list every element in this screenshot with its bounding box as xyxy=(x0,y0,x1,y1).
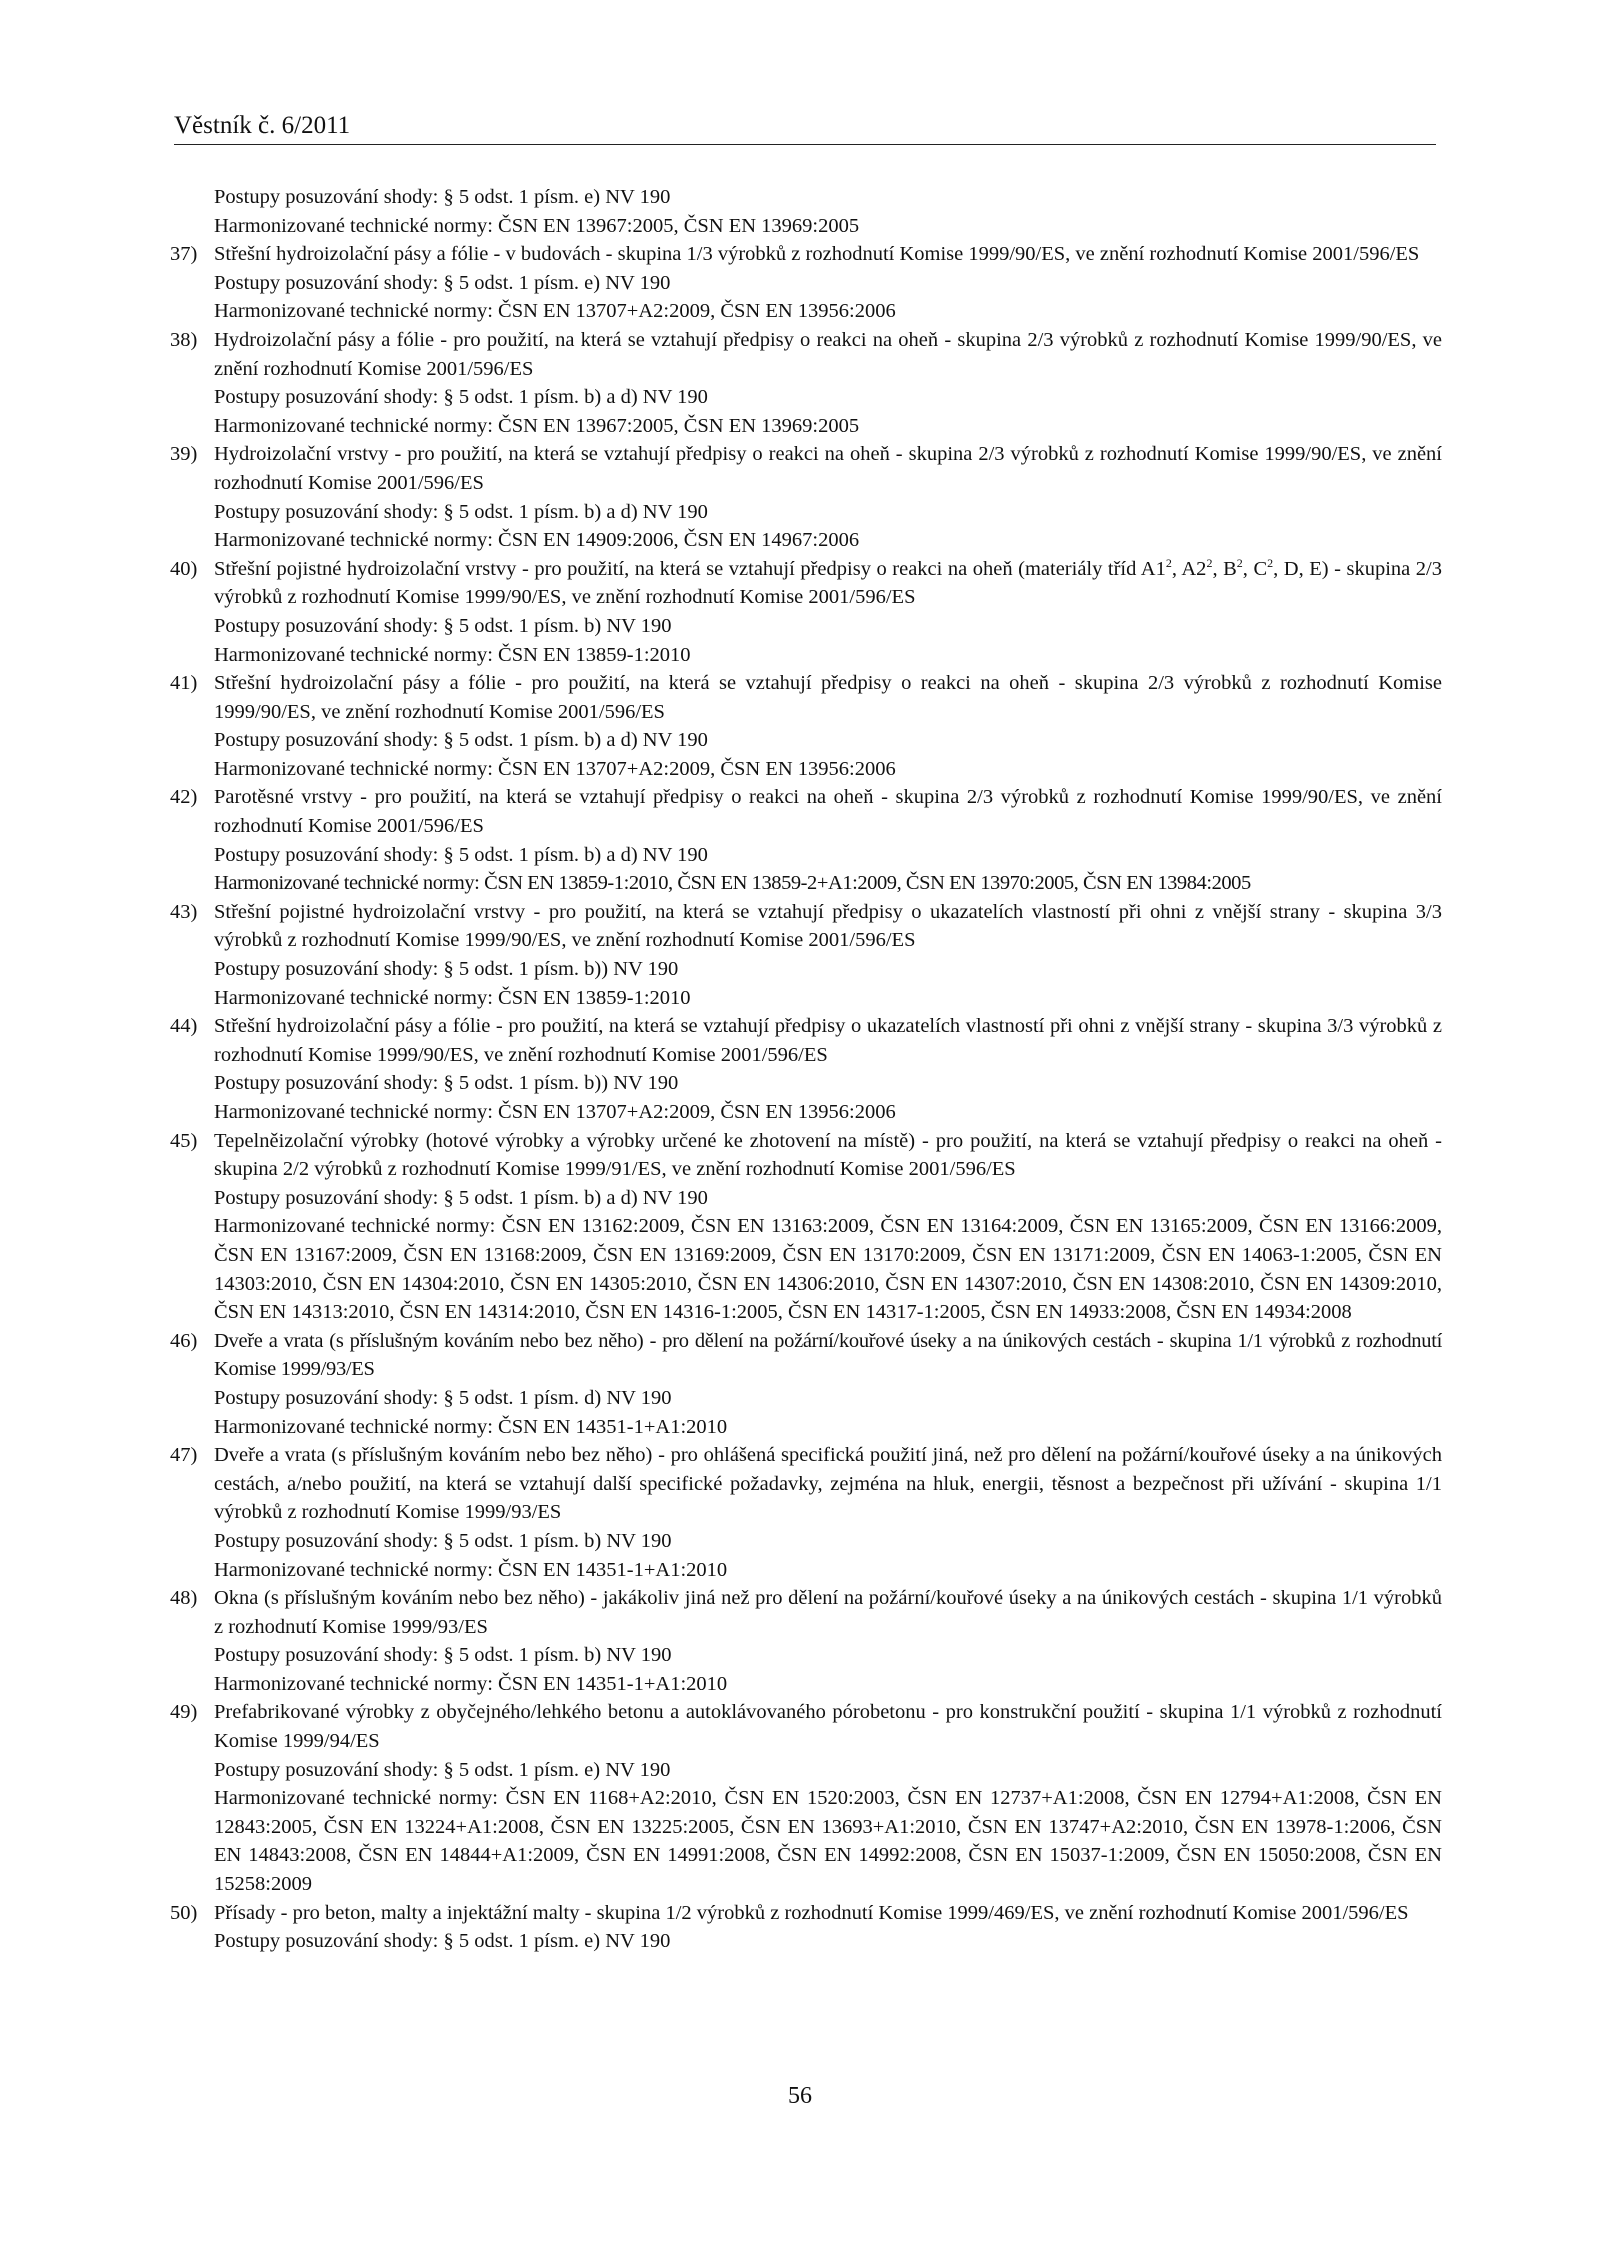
item-number: 40) xyxy=(170,557,198,580)
list-item xyxy=(170,1899,1442,1956)
item-title: Dveře a vrata (s příslušným kováním nebo bez něho) - pro dělení na požární/kouřové úseky a na únikových cestách - skupina 1/1 výrobků z rozhodnutí Komise 1999/93/ES xyxy=(214,1329,1442,1381)
list-item xyxy=(170,555,1442,669)
item-norms: Harmonizované technické normy: ČSN EN 13707+A2:2009, ČSN EN 13956:2006 xyxy=(214,757,896,780)
item-norms: Harmonizované technické normy: ČSN EN 14351-1+A1:2010 xyxy=(214,1558,728,1581)
list-item xyxy=(170,1441,1442,1584)
item-procedures: Postupy posuzování shody: § 5 odst. 1 písm. e) NV 190 xyxy=(214,271,671,294)
item-number: 50) xyxy=(170,1901,198,1924)
item-title: Přísady - pro beton, malty a injektážní malty - skupina 1/2 výrobků z rozhodnutí Komise 1999/469/ES, ve znění rozhodnutí Komise 2001/596/ES xyxy=(214,1901,1409,1924)
item-title: Střešní hydroizolační pásy a fólie - pro použití, na která se vztahují předpisy o reakci na oheň - skupina 2/3 výrobků z rozhodnutí Komise 1999/90/ES, ve znění rozhodnutí Komise 2001/596/ES xyxy=(214,672,1442,723)
item-number: 48) xyxy=(170,1587,198,1610)
item-norms: Harmonizované technické normy: ČSN EN 13707+A2:2009, ČSN EN 13956:2006 xyxy=(214,300,896,323)
item-procedures: Postupy posuzování shody: § 5 odst. 1 písm. b)) NV 190 xyxy=(214,1072,679,1095)
list-item xyxy=(170,1012,1442,1126)
item-title: Hydroizolační pásy a fólie - pro použití, na která se vztahují předpisy o reakci na oheň - skupina 2/3 výrobků z rozhodnutí Komise 1999/90/ES, ve znění rozhodnutí Komise 2001/596/ES xyxy=(214,328,1442,380)
list-item xyxy=(170,326,1442,440)
continuation-procedures: Postupy posuzování shody: § 5 odst. 1 písm. e) NV 190 xyxy=(214,186,671,208)
superscript: 2 xyxy=(1165,555,1172,570)
item-number: 44) xyxy=(170,1015,198,1038)
item-norms: Harmonizované technické normy: ČSN EN 14351-1+A1:2010 xyxy=(214,1415,728,1438)
item-title: Střešní hydroizolační pásy a fólie - pro použití, na která se vztahují předpisy o ukazatelích vlastností při ohni z vnější strany - skupina 3/3 výrobků z rozhodnutí Komise 1999/90/ES, ve znění rozhodnutí Komise 2001/596/ES xyxy=(214,1015,1442,1066)
list-item xyxy=(170,898,1442,1012)
item-number: 45) xyxy=(170,1129,198,1152)
page-header xyxy=(174,110,1436,145)
item-norms: Harmonizované technické normy: ČSN EN 13859-1:2010 xyxy=(214,643,691,666)
item-title: Parotěsné vrstvy - pro použití, na která se vztahují předpisy o reakci na oheň - skupina 2/3 výrobků z rozhodnutí Komise 1999/90/ES, ve znění rozhodnutí Komise 2001/596/ES xyxy=(214,786,1442,838)
item-title: Tepelněizolační výrobky (hotové výrobky a výrobky určené ke zhotovení na místě) - pro použití, na která se vztahují předpisy o reakci na oheň - skupina 2/2 výrobků z rozhodnutí Komise 1999/91/ES, ve znění rozhodnutí Komise 2001/596/ES xyxy=(214,1129,1442,1181)
continuation-norms: Harmonizované technické normy: ČSN EN 13967:2005, ČSN EN 13969:2005 xyxy=(214,214,860,237)
journal-title: Věstník č. 6/2011 xyxy=(174,112,351,139)
page-number: 56 xyxy=(788,2083,812,2109)
list-item xyxy=(170,240,1442,326)
item-number: 37) xyxy=(170,243,198,266)
item-norms: Harmonizované technické normy: ČSN EN 14909:2006, ČSN EN 14967:2006 xyxy=(214,529,860,552)
item-number: 49) xyxy=(170,1701,198,1724)
item-title: Střešní pojistné hydroizolační vrstvy - pro použití, na která se vztahují předpisy o ukazatelích vlastností při ohni z vnější strany - skupina 3/3 výrobků z rozhodnutí Komise 1999/90/ES, ve znění rozhodnutí Komise 2001/596/ES xyxy=(214,900,1442,952)
item-procedures: Postupy posuzování shody: § 5 odst. 1 písm. e) NV 190 xyxy=(214,1758,671,1781)
item-title: Okna (s příslušným kováním nebo bez něho) - jakákoliv jiná než pro dělení na požární/kouřové úseky a na únikových cestách - skupina 1/1 výrobků z rozhodnutí Komise 1999/93/ES xyxy=(214,1587,1442,1638)
item-norms: Harmonizované technické normy: ČSN EN 13967:2005, ČSN EN 13969:2005 xyxy=(214,414,860,437)
item-procedures: Postupy posuzování shody: § 5 odst. 1 písm. b) a d) NV 190 xyxy=(214,386,708,409)
item-norms: Harmonizované technické normy: ČSN EN 13859-1:2010, ČSN EN 13859-2+A1:2009, ČSN EN 13970:2005, ČSN EN 13984:2005 xyxy=(214,872,1251,895)
item-procedures: Postupy posuzování shody: § 5 odst. 1 písm. e) NV 190 xyxy=(214,1930,671,1953)
item-norms: Harmonizované technické normy: ČSN EN 13707+A2:2009, ČSN EN 13956:2006 xyxy=(214,1101,896,1123)
item-number: 43) xyxy=(170,900,198,923)
list-item xyxy=(170,1698,1442,1898)
item-number: 38) xyxy=(170,328,198,351)
item-procedures: Postupy posuzování shody: § 5 odst. 1 písm. d) NV 190 xyxy=(214,1386,672,1409)
superscript: 2 xyxy=(1206,555,1213,570)
item-procedures: Postupy posuzování shody: § 5 odst. 1 písm. b) a d) NV 190 xyxy=(214,729,708,752)
superscript: 2 xyxy=(1236,555,1243,570)
item-number: 39) xyxy=(170,443,198,466)
item-norms: Harmonizované technické normy: ČSN EN 13162:2009, ČSN EN 13163:2009, ČSN EN 13164:2009, ČSN EN 13165:2009, ČSN EN 13166:2009, ČSN EN 13167:2009, ČSN EN 13168:2009, ČSN EN 13169:2009, ČSN EN 13170:2009, ČSN EN 13171:2009, ČSN EN 14063-1:2005, ČSN EN 14303:2010, ČSN EN 14304:2010, ČSN EN 14305:2010, ČSN EN 14306:2010, ČSN EN 14307:2010, ČSN EN 14308:2010, ČSN EN 14309:2010, ČSN EN 14313:2010, ČSN EN 14314:2010, ČSN EN 14316-1:2005, ČSN EN 14317-1:2005, ČSN EN 14933:2008, ČSN EN 14934:2008 xyxy=(214,1215,1442,1324)
item-title: Hydroizolační vrstvy - pro použití, na která se vztahují předpisy o reakci na oheň - skupina 2/3 výrobků z rozhodnutí Komise 1999/90/ES, ve znění rozhodnutí Komise 2001/596/ES xyxy=(214,443,1442,494)
item-title: Střešní hydroizolační pásy a fólie - v budovách - skupina 1/3 výrobků z rozhodnutí Komise 1999/90/ES, ve znění rozhodnutí Komise 2001/596/ES xyxy=(214,243,1420,266)
document-body xyxy=(170,183,1442,1956)
item-procedures: Postupy posuzování shody: § 5 odst. 1 písm. b) a d) NV 190 xyxy=(214,843,708,866)
item-norms: Harmonizované technické normy: ČSN EN 13859-1:2010 xyxy=(214,986,691,1009)
list-item xyxy=(170,669,1442,783)
item-number: 47) xyxy=(170,1444,198,1467)
item-number: 46) xyxy=(170,1329,198,1352)
item-title: Střešní pojistné hydroizolační vrstvy - pro použití, na která se vztahují předpisy o reakci na oheň (materiály tříd $A1^2$, $A2^2$, $B^2$, $C^2$, D, E) - skupina 2/3 výrobků z rozhodnutí Komise 1999/90/ES, ve znění rozhodnutí Komise 2001/596/ES xyxy=(214,555,1442,609)
item-procedures: Postupy posuzování shody: § 5 odst. 1 písm. b) a d) NV 190 xyxy=(214,500,708,523)
item-title: Dveře a vrata (s příslušným kováním nebo bez něho) - pro ohlášená specifická použití jiná, než pro dělení na požární/kouřové úseky a na únikových cestách, a/nebo použití, na která se vztahují další specifické požadavky, zejména na hluk, energii, těsnost a bezpečnost při užívání - skupina 1/1 výrobků z rozhodnutí Komise 1999/93/ES xyxy=(214,1444,1442,1524)
item-procedures: Postupy posuzování shody: § 5 odst. 1 písm. b) a d) NV 190 xyxy=(214,1186,708,1209)
item-number: 41) xyxy=(170,672,198,695)
list-item xyxy=(170,440,1442,554)
item-procedures: Postupy posuzování shody: § 5 odst. 1 písm. b) NV 190 xyxy=(214,1529,672,1552)
list-item xyxy=(170,783,1442,897)
list-item xyxy=(170,1127,1442,1327)
item-number: 42) xyxy=(170,786,198,809)
item-procedures: Postupy posuzování shody: § 5 odst. 1 písm. b) NV 190 xyxy=(214,614,672,637)
list-item xyxy=(170,1327,1442,1441)
item-procedures: Postupy posuzování shody: § 5 odst. 1 písm. b)) NV 190 xyxy=(214,958,679,981)
item-procedures: Postupy posuzování shody: § 5 odst. 1 písm. b) NV 190 xyxy=(214,1644,672,1667)
superscript: 2 xyxy=(1267,555,1274,570)
item-norms: Harmonizované technické normy: ČSN EN 14351-1+A1:2010 xyxy=(214,1672,728,1695)
list-item xyxy=(170,1584,1442,1698)
item-title: Prefabrikované výrobky z obyčejného/lehkého betonu a autoklávovaného pórobetonu - pro konstrukční použití - skupina 1/1 výrobků z rozhodnutí Komise 1999/94/ES xyxy=(214,1701,1442,1753)
item-norms: Harmonizované technické normy: ČSN EN 1168+A2:2010, ČSN EN 1520:2003, ČSN EN 12737+A1:2008, ČSN EN 12794+A1:2008, ČSN EN 12843:2005, ČSN EN 13224+A1:2008, ČSN EN 13225:2005, ČSN EN 13693+A1:2010, ČSN EN 13747+A2:2010, ČSN EN 13978-1:2006, ČSN EN 14843:2008, ČSN EN 14844+A1:2009, ČSN EN 14991:2008, ČSN EN 14992:2008, ČSN EN 15037-1:2009, ČSN EN 15050:2008, ČSN EN 15258:2009 xyxy=(214,1787,1442,1896)
